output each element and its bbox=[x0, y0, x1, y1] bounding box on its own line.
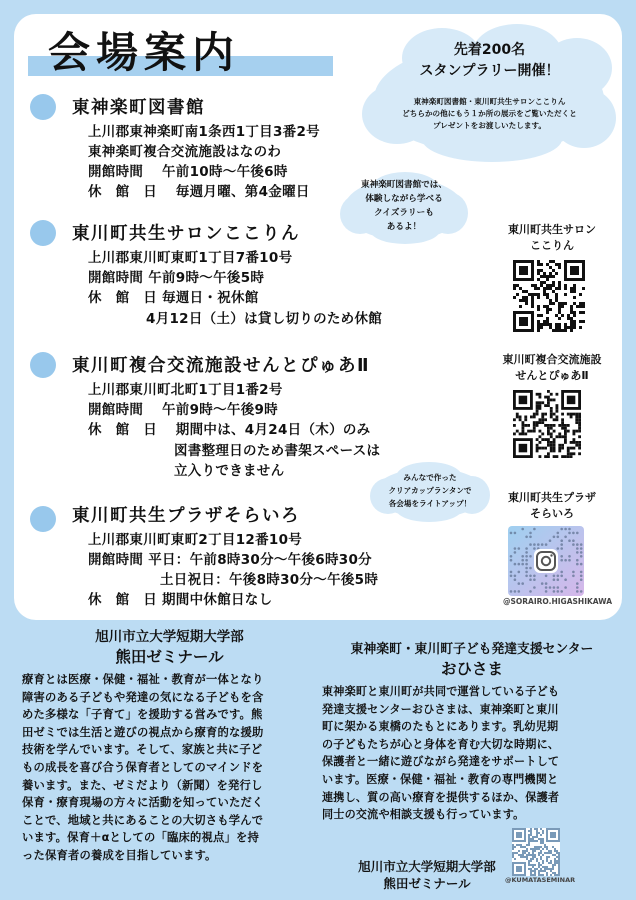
venue-note: 4月12日（土）は貸し切りのため休館 bbox=[146, 311, 383, 327]
footer-line: 旭川市立大学短期大学部 bbox=[358, 859, 496, 874]
venue-weekend-hours: 土日祝日：午後8時30分～午後5時 bbox=[160, 572, 379, 588]
qr-label-sentopure bbox=[490, 352, 614, 384]
stamp-rally-cloud bbox=[362, 24, 617, 162]
venue-closed: 休 館 日 期間中休館日なし bbox=[88, 592, 273, 608]
lantern-line-3: 各会場をライトアップ！ bbox=[388, 499, 472, 508]
venue-name: 東神楽町図書館 bbox=[72, 98, 205, 118]
stamp-rally-body-2: どちらかの他にもう１か所の展示をご覧いただくと bbox=[402, 109, 577, 118]
body-line: った保育者の養成を目指しています。 bbox=[22, 848, 217, 862]
stamp-rally-headline-1: 先着200名 bbox=[453, 42, 526, 58]
body-line: の子どもたちが心と身体を育む大切な時期に、 bbox=[322, 737, 560, 751]
quiz-line-1: 東神楽町図書館では、 bbox=[361, 180, 447, 190]
instagram-handle: @SORAIRO.HIGASHIKAWA bbox=[503, 597, 612, 606]
qr-label-cocorin bbox=[497, 222, 607, 254]
stamp-rally-headline-2: スタンプラリー開催！ bbox=[419, 63, 560, 79]
section-heading: 東神楽町・東川町子ども発達支援センター bbox=[350, 642, 594, 657]
venue-sorairo bbox=[30, 502, 460, 612]
body-line: 療育とは医療・保健・福祉・教育が一体となり bbox=[22, 673, 264, 686]
venue-note: 立入りできません bbox=[174, 463, 285, 479]
qr-label-line: せんとぴゅあⅡ bbox=[515, 369, 589, 382]
body-line: 障害のある子どもや発達の気になる子どもを含 bbox=[22, 690, 264, 704]
venue-closed: 休 館 日 毎週日・祝休館 bbox=[88, 290, 259, 306]
qr-label-sorairo bbox=[497, 490, 607, 522]
venue-address: 上川郡東神楽町南1条西1丁目3番2号 bbox=[88, 124, 320, 140]
section-heading: 熊田ゼミナール bbox=[115, 648, 224, 666]
venue-bullet bbox=[30, 506, 56, 532]
lantern-line-1: みんなで作った bbox=[403, 473, 457, 482]
qr-code-kumata-seminar[interactable] bbox=[512, 828, 560, 876]
venue-hours: 開館時間 平日：午前8時30分～午後6時30分 bbox=[88, 552, 372, 568]
venue-hours: 開館時間 午前9時～午後9時 bbox=[88, 402, 278, 418]
kumata-handle: @KUMATASEMINAR bbox=[505, 876, 576, 884]
section-body bbox=[22, 671, 317, 865]
quiz-line-4: あるよ！ bbox=[386, 222, 422, 232]
body-line: 東神楽町と東川町が共同で運営している子ども bbox=[322, 685, 560, 698]
venue-name: 東川町共生サロンここりん bbox=[72, 224, 300, 244]
kumata-seminar-section bbox=[22, 628, 317, 865]
footer-line: 熊田ゼミナール bbox=[383, 876, 471, 891]
venue-facility: 東神楽町複合交流施設はなのわ bbox=[88, 144, 282, 160]
quiz-line-3: クイズラリーも bbox=[374, 208, 434, 218]
venue-note: 図書整理日のため書架スペースは bbox=[174, 443, 381, 459]
qr-label-line: 東川町共生プラザ bbox=[508, 491, 596, 504]
section-heading: おひさま bbox=[440, 660, 503, 678]
body-line: ことで、地域と共にあることの大切さも学んで bbox=[22, 813, 264, 827]
venue-sentopure bbox=[30, 352, 450, 482]
venue-name: 東川町複合交流施設せんとぴゅあⅡ bbox=[72, 356, 371, 376]
qr-code-sentopure[interactable] bbox=[513, 390, 581, 458]
body-line: 保護者と一緒に遊びながら発達をサポートして bbox=[322, 755, 560, 769]
lantern-line-2: クリアカップランタンで bbox=[388, 486, 472, 495]
body-line: 連携し、質の高い療育を提供するほか、保護者 bbox=[322, 790, 560, 804]
body-line: 町に架かる東橋のたもとにあります。乳幼児期 bbox=[322, 720, 559, 734]
venue-address: 上川郡東川町北町1丁目1番2号 bbox=[88, 382, 283, 398]
footer-organization bbox=[352, 858, 502, 892]
qr-label-line: そらいろ bbox=[530, 507, 574, 520]
venue-cocorin bbox=[30, 220, 450, 330]
qr-label-line: ここりん bbox=[530, 239, 574, 252]
venue-bullet bbox=[30, 352, 56, 378]
venue-hours: 開館時間 午前10時～午後6時 bbox=[88, 164, 288, 180]
venue-address: 上川郡東川町東町2丁目12番10号 bbox=[88, 532, 303, 548]
qr-label-line: 東川町複合交流施設 bbox=[502, 353, 602, 366]
venue-closed: 休 館 日 期間中は、4月24日（木）のみ bbox=[88, 422, 371, 438]
venue-name: 東川町共生プラザそらいろ bbox=[72, 506, 300, 526]
body-line: います。保育＋αとしての「臨床的視点」を持 bbox=[22, 831, 259, 845]
body-line: います。医療・保健・福祉・教育の専門機関と bbox=[322, 772, 559, 786]
stamp-rally-body-1: 東神楽町図書館・東川町共生サロンここりん bbox=[413, 97, 566, 106]
quiz-line-2: 体験しながら学べる bbox=[365, 194, 443, 204]
qr-label-line: 東川町共生サロン bbox=[508, 223, 596, 236]
body-line: 同士の交流や相談支援も行っています。 bbox=[322, 808, 525, 822]
venue-higashikagura-library bbox=[30, 94, 360, 204]
stamp-rally-body-3: プレゼントをお渡しいたします。 bbox=[433, 121, 546, 130]
venue-closed: 休 館 日 毎週月曜、第4金曜日 bbox=[88, 184, 310, 200]
qr-code-cocorin[interactable] bbox=[513, 260, 585, 332]
venue-bullet bbox=[30, 220, 56, 246]
body-line: 養います。また、ゼミだより（新聞）を発行し bbox=[22, 778, 263, 792]
venue-bullet bbox=[30, 94, 56, 120]
ohisama-section bbox=[322, 640, 622, 824]
page-title: 会場案内 bbox=[48, 28, 241, 77]
qr-code-instagram[interactable] bbox=[508, 526, 584, 596]
body-line: めた多様な「子育て」を援助する営みです。熊 bbox=[22, 708, 263, 722]
body-line: 技術を学んでいます。そして、家族と共に子ど bbox=[22, 743, 263, 757]
title-block bbox=[28, 26, 358, 80]
venue-hours: 開館時間 午前9時～午後5時 bbox=[88, 270, 265, 286]
body-line: 田ゼミでは生活と遊びの視点から療育的な援助 bbox=[22, 725, 264, 739]
section-body bbox=[322, 683, 622, 824]
section-heading: 旭川市立大学短期大学部 bbox=[95, 629, 244, 645]
body-line: 保育・療育現場の方々に活動を知っていただく bbox=[22, 796, 264, 810]
body-line: もの成長を喜び合う保育者としてのマインドを bbox=[22, 760, 264, 774]
venue-address: 上川郡東川町東町1丁目7番10号 bbox=[88, 250, 293, 266]
body-line: 発達支援センターおひさまは、東神楽町と東川 bbox=[322, 702, 559, 716]
